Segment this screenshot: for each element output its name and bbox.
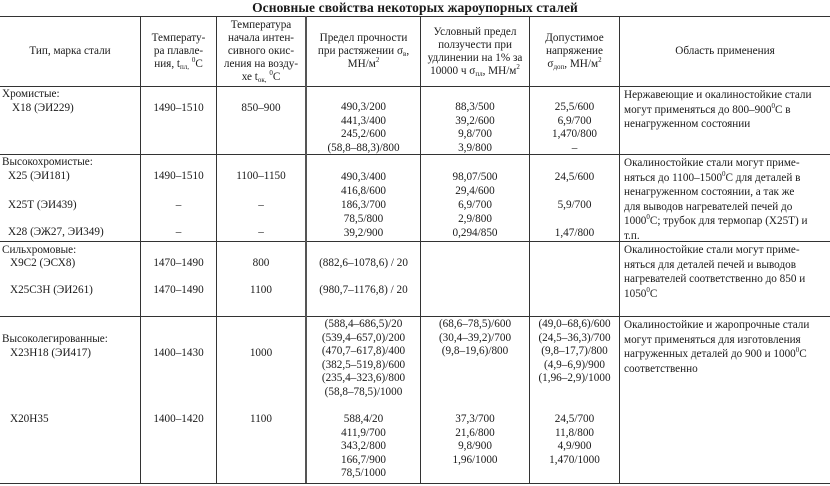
header-text-line: Температура	[230, 19, 292, 31]
text-line: Окалиностойкие стали могут приме-	[624, 244, 800, 256]
value: 1,47/800	[554, 227, 595, 239]
text-line: Окалиностойкие и жаропрочные стали	[624, 319, 810, 331]
header-allowable-stress	[530, 17, 619, 86]
steel-grade: Х28 (ЭЖ27, ЭИ349)	[8, 226, 104, 238]
superscript: 0	[646, 285, 650, 294]
value: –	[571, 141, 578, 154]
text-line: няться для деталей печей и выводов	[624, 258, 797, 271]
value: 6,9/700	[458, 199, 492, 211]
melting-temp: 1400–1430	[153, 347, 204, 359]
header-text-line: Условный предел	[433, 25, 517, 38]
value: 78,5/800	[343, 213, 384, 225]
group-name: Высоколегированные:	[2, 333, 108, 345]
value	[530, 184, 619, 198]
header-melting-temp	[141, 17, 216, 86]
text-line	[624, 347, 828, 362]
superscript: 0	[722, 169, 726, 178]
text: могут применяться до 800–900	[624, 103, 772, 116]
header-text-line	[318, 45, 409, 58]
value: (235,4–323,6)/800	[321, 372, 406, 384]
value: (9,8–19,6)/800	[441, 345, 509, 357]
value: 186,3/700	[340, 199, 387, 211]
text-line: Окалиностойкие стали могут приме-	[624, 157, 800, 169]
text: С	[799, 348, 807, 360]
value: 24,5/700	[554, 413, 595, 425]
group-name: Высокохромистые:	[2, 156, 93, 168]
value: 588,4/20	[343, 413, 384, 425]
header-bottom-border	[0, 86, 830, 87]
text: С в	[774, 103, 791, 116]
value: (49,0–68,6)/600	[538, 318, 611, 330]
steel-grade: Х18 (ЭИ229)	[12, 102, 74, 114]
text: C	[195, 58, 203, 70]
header-text-line: Температу-	[151, 32, 206, 44]
text-line: нагревателей соответственно до 850 и	[624, 273, 806, 285]
superscript: 0	[795, 346, 800, 354]
value: 166,7/900	[340, 453, 387, 466]
value: 1,470/800	[551, 128, 598, 140]
steel-grade: Х25Т (ЭИ439)	[8, 199, 77, 211]
group-name: Хромистые:	[2, 88, 60, 100]
oxidation-temp: –	[258, 199, 264, 211]
value: (58,8–88,3)/800	[327, 141, 400, 154]
value: 6,9/700	[557, 114, 592, 127]
text: , МН/м	[564, 58, 599, 70]
value: (68,6–78,5)/600	[438, 318, 512, 330]
melting-temp: 1470–1490	[153, 284, 204, 296]
oxidation-temp: 1100	[250, 284, 272, 296]
melting-temp: –	[175, 199, 182, 211]
header-text-line	[152, 58, 206, 71]
value: 441,3/400	[340, 114, 387, 127]
header-text-line	[318, 58, 409, 71]
value: 490,3/400	[340, 171, 387, 183]
tensile-strength-list	[307, 170, 420, 240]
allowable-stress-list	[530, 318, 619, 386]
tensile-strength-list	[307, 318, 420, 399]
value: (58,8–78,5)/1000	[324, 385, 403, 398]
value: 416,8/600	[340, 185, 387, 197]
value: 490,3/200	[340, 101, 387, 113]
header-text-line: начала интен-	[227, 32, 295, 44]
value: (470,7–617,8)/400	[321, 345, 406, 357]
value: 0,294/850	[452, 227, 498, 239]
header-type	[0, 17, 140, 86]
text: хе t	[241, 71, 258, 83]
steel-grade: Х25С3Н (ЭИ261)	[10, 284, 93, 296]
steel-grade: Х9С2 (ЭСХ8)	[10, 257, 76, 269]
superscript: 2	[516, 62, 520, 71]
header-creep-limit	[421, 17, 529, 86]
allowable-stress-list	[530, 101, 619, 155]
text-line: для выводов нагревателей печей до	[624, 200, 793, 213]
value: 78,5/1000	[340, 467, 387, 479]
text: 1050	[624, 287, 647, 300]
text-line: ненагруженном состоянии, а так же	[624, 186, 795, 198]
header-text-line: ления на возду-	[223, 58, 299, 70]
steel-grade: Х23Н18 (ЭИ417)	[10, 347, 92, 359]
creep-limit-list	[421, 101, 529, 155]
text: няться до 1100–1500	[624, 171, 723, 184]
header-text-line: напряжение	[545, 45, 604, 57]
superscript: 0	[191, 56, 196, 64]
header-text-line	[224, 71, 298, 84]
row-divider	[0, 316, 830, 317]
melting-temp: 1470–1490	[153, 257, 204, 269]
text: , МН/м	[482, 64, 517, 77]
value: (588,4–686,5)/20	[324, 318, 403, 330]
value: 25,5/600	[554, 101, 595, 113]
value: 5,9/700	[557, 199, 592, 211]
value: 21,6/800	[455, 426, 495, 439]
tensile-strength: (882,6–1078,6) / 20	[319, 257, 408, 269]
text-line: соответственно	[624, 362, 698, 375]
tensile-strength: (980,7–1176,8) / 20	[319, 284, 408, 296]
superscript: 0	[771, 101, 775, 110]
value: (9,8–17,7)/800	[541, 345, 608, 357]
text: МН/м	[347, 58, 376, 70]
value: (30,4–39,2)/700	[438, 331, 512, 344]
oxidation-temp: 1000	[249, 347, 273, 359]
melting-temp: 1400–1420	[153, 413, 204, 425]
text: при растяжении σ	[317, 45, 403, 57]
text: ,	[406, 45, 410, 57]
table-title: Основные свойства некоторых жароупорных сталей	[252, 0, 578, 15]
text: ния, t	[154, 58, 181, 70]
text-line: ненагруженном состоянии	[624, 118, 751, 130]
header-text-line: Предел прочности	[319, 32, 408, 44]
oxidation-temp: 850–900	[241, 102, 281, 114]
header-tensile-strength	[307, 17, 420, 86]
subscript: пл	[475, 69, 483, 78]
value: 343,2/800	[340, 440, 387, 452]
value: (4,9–6,9)/900	[544, 358, 605, 371]
text-line	[624, 103, 828, 118]
value: 24,5/600	[554, 171, 595, 183]
value: 1,96/1000	[452, 453, 498, 466]
value: 37,3/700	[455, 413, 495, 425]
text-line: Нержавеющие и окалиностойкие стали	[624, 89, 812, 101]
header-text-line	[428, 62, 523, 78]
header-application-label: Область применения	[675, 45, 775, 57]
value: 98,07/500	[452, 171, 498, 183]
header-text-line: ползучести при	[438, 38, 512, 51]
application-text	[624, 243, 828, 301]
text-line	[624, 214, 828, 229]
text: С для деталей в	[725, 171, 801, 184]
creep-limit-list	[421, 413, 529, 467]
oxidation-temp: 1100	[250, 413, 272, 425]
application-text	[624, 156, 828, 243]
text: 1000	[624, 215, 647, 227]
melting-temp: 1490–1510	[153, 102, 204, 114]
oxidation-temp: 800	[252, 257, 270, 269]
superscript: 0	[269, 69, 273, 77]
header-text-line: ра плавле-	[153, 45, 204, 57]
value: 39,2/900	[343, 227, 384, 239]
value: 9,8/700	[458, 128, 492, 140]
superscript: 2	[598, 56, 602, 64]
table-bottom-border	[0, 483, 830, 484]
creep-limit-list	[421, 318, 529, 359]
value: 88,3/500	[455, 101, 495, 113]
application-text	[624, 318, 828, 376]
value: 1,470/1000	[549, 453, 600, 466]
value: 11,8/800	[554, 426, 595, 439]
value	[530, 212, 619, 226]
header-oxidation-temp	[217, 17, 305, 86]
melting-temp: –	[175, 226, 182, 238]
value: 9,8/900	[458, 440, 492, 452]
superscript: 0	[646, 213, 650, 221]
header-application	[620, 17, 830, 86]
application-text	[624, 88, 828, 132]
text-line	[624, 171, 828, 186]
value: 411,9/700	[341, 426, 386, 439]
subscript: в	[403, 50, 407, 58]
value: 245,2/600	[340, 128, 387, 140]
header-type-label: Тип, марка стали	[29, 45, 111, 57]
value: (24,5–36,3)/700	[538, 331, 611, 344]
melting-temp: 1490–1510	[153, 170, 204, 182]
steel-grade: Х20Н35	[10, 413, 49, 425]
value: 4,9/900	[557, 440, 592, 452]
allowable-stress-list	[530, 413, 619, 467]
creep-limit-list	[421, 170, 529, 240]
subscript: ок,	[257, 76, 267, 84]
value: (382,5–519,8)/600	[321, 358, 406, 371]
text-line: могут применяться для изготовления	[624, 333, 801, 346]
oxidation-temp: 1100–1150	[236, 170, 286, 182]
header-text-line	[545, 58, 603, 71]
value: (1,96–2,9)/1000	[538, 372, 611, 384]
value: 3,9/800	[458, 141, 492, 154]
text: C	[272, 71, 281, 83]
header-text-line: сивного окис-	[227, 45, 295, 57]
text: С	[649, 287, 658, 300]
subscript: пл,	[180, 63, 190, 71]
subscript: доп	[553, 63, 565, 71]
superscript: 2	[375, 56, 380, 64]
header-text-line: удлинении на 1% за	[427, 51, 523, 64]
allowable-stress-list	[530, 170, 619, 240]
tensile-strength-list	[307, 413, 420, 481]
value: 39,2/600	[455, 114, 495, 127]
text: 10000 ч σ	[430, 64, 476, 77]
column-divider	[619, 16, 620, 483]
steel-grade: Х25 (ЭИ181)	[8, 170, 70, 182]
header-text-line: Допустимое	[545, 32, 604, 44]
text-line: т.п.	[624, 229, 640, 242]
value: (539,4–657,0)/200	[321, 331, 406, 344]
text: С; трубок для термопар (Х25Т) и	[649, 215, 808, 227]
oxidation-temp: –	[258, 226, 264, 238]
group-name: Сильхромовые:	[2, 244, 77, 256]
value: 29,4/600	[455, 185, 495, 197]
tensile-strength-list	[307, 101, 420, 155]
text: σ	[547, 58, 554, 70]
text: нагруженных деталей до 900 и 1000	[624, 348, 796, 360]
text-line	[624, 287, 828, 302]
value: 2,9/800	[458, 213, 492, 225]
